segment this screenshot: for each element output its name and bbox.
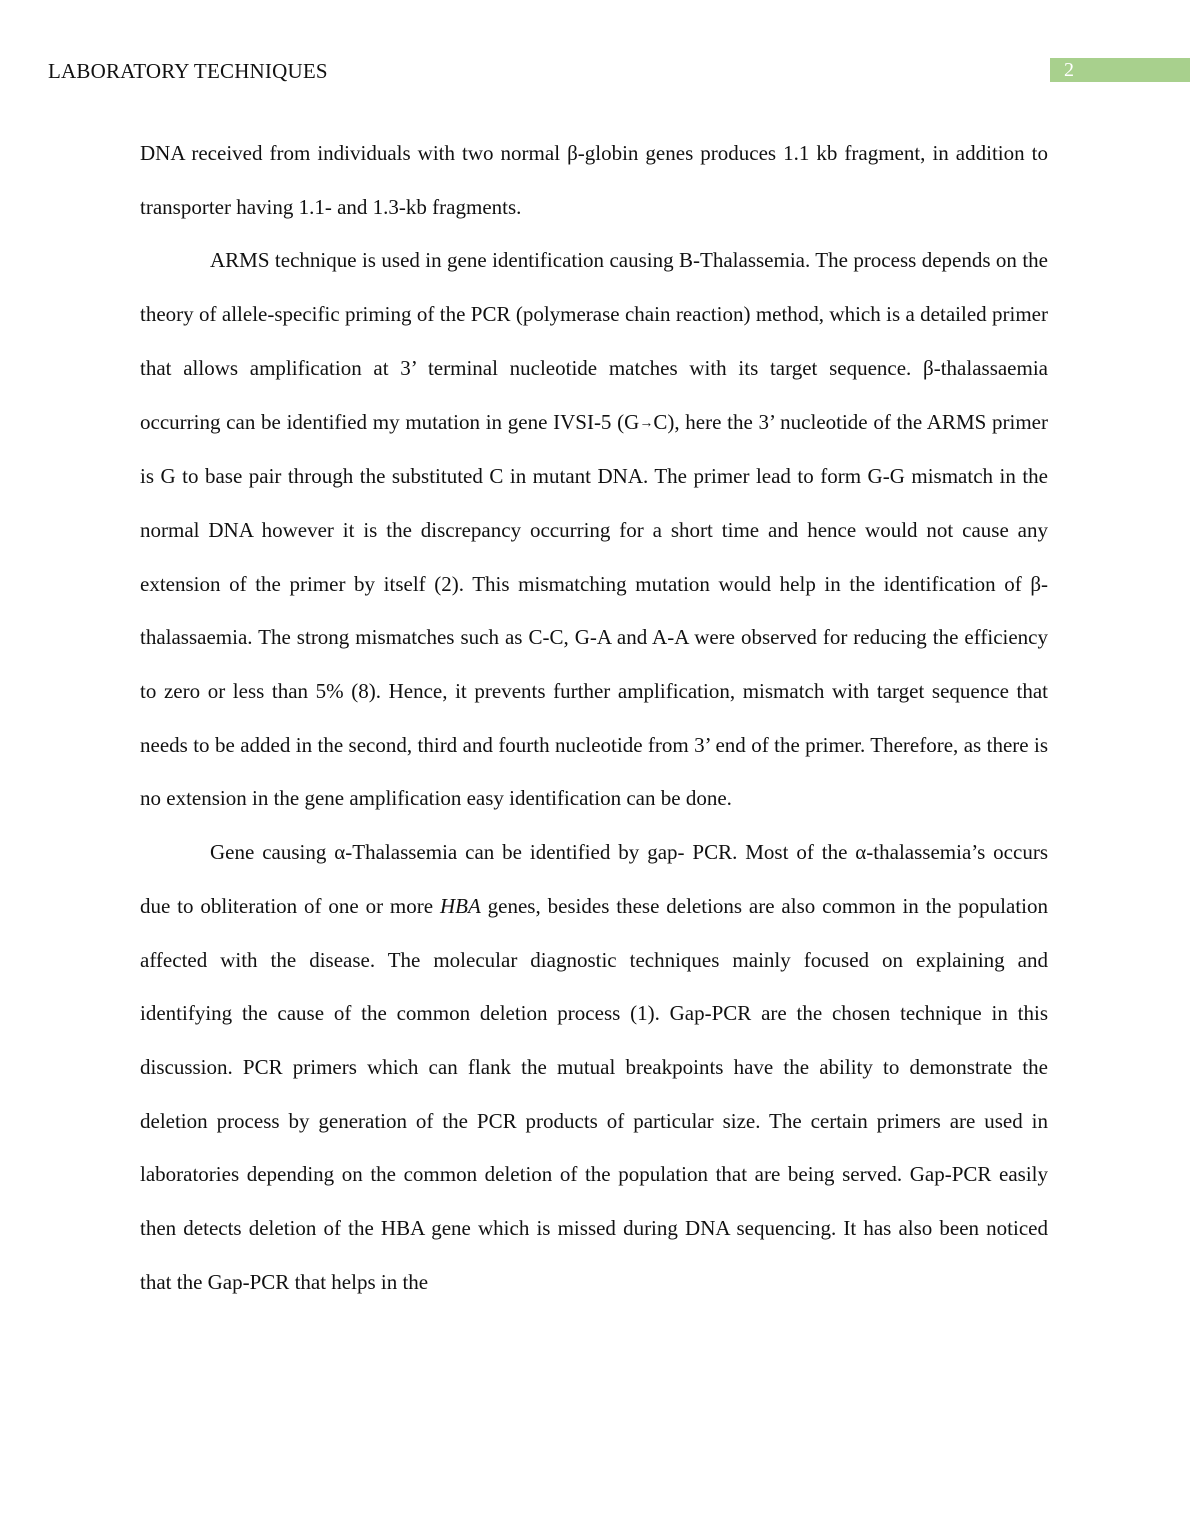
- paragraph-text: genes, besides these deletions are also common in the population affected with the disease. The molecular diagnostic techniques mainly focused on explaining and identifying the cause of the common deletion process (1). Gap-PCR are the chosen technique in this discussion. PCR primers which can flank the mutual breakpoints have the ability to demonstrate the deletion process by generation of the PCR products of particular size. The certain primers are used in laboratories depending on the common deletion of the population that are being served. Gap-PCR easily then detects deletion of the HBA gene which is missed during DNA sequencing. It has also been noticed that the Gap-PCR that helps in the: [140, 893, 1049, 1294]
- paragraph-continuation: DNA received from individuals with two normal β-globin genes produces 1.1 kb fragment, in addition to transporter having 1.1- and 1.3-kb fragments.: [140, 141, 1048, 219]
- running-head: LABORATORY TECHNIQUES: [48, 59, 328, 83]
- paragraph-text: ARMS technique is used in gene identification causing B-Thalassemia. The process depends on the theory of allele-specific priming of the PCR (polymerase chain reaction) method, which is a detailed primer that allows amplification at 3’ terminal nucleotide matches with its target sequence. β-thalassaemia occurring can be identified my mutation in gene IVSI-5 (G: [140, 248, 1048, 434]
- document-body: [140, 127, 1048, 1309]
- gene-name-italic: HBA: [439, 893, 481, 918]
- page-number: 2: [1064, 59, 1074, 81]
- paragraph-text: C), here the 3’ nucleotide of the ARMS primer is G to base pair through the substituted C in mutant DNA. The primer lead to form G-G mismatch in the normal DNA however it is the discrepancy occurring for a short time and hence would not cause any extension of the primer by itself (2). This mismatching mutation would help in the identification of β-thalassaemia. The strong mismatches such as C-C, G-A and A-A were observed for reducing the efficiency to zero or less than 5% (8). Hence, it prevents further amplification, mismatch with target sequence that needs to be added in the second, third and fourth nucleotide from 3’ end of the primer. Therefore, as there is no extension in the gene amplification easy identification can be done.: [140, 409, 1048, 811]
- page-number-badge: [1050, 58, 1190, 82]
- paragraph-arms-technique: [140, 234, 1048, 826]
- arrow-symbol: →: [639, 415, 654, 431]
- paragraph-gap-pcr: [140, 826, 1048, 1309]
- paragraph-text: Gene causing α-Thalassemia can be identified by gap- PCR. Most of the α-thalassemia’s occurs due to obliteration of one or more: [140, 840, 1048, 918]
